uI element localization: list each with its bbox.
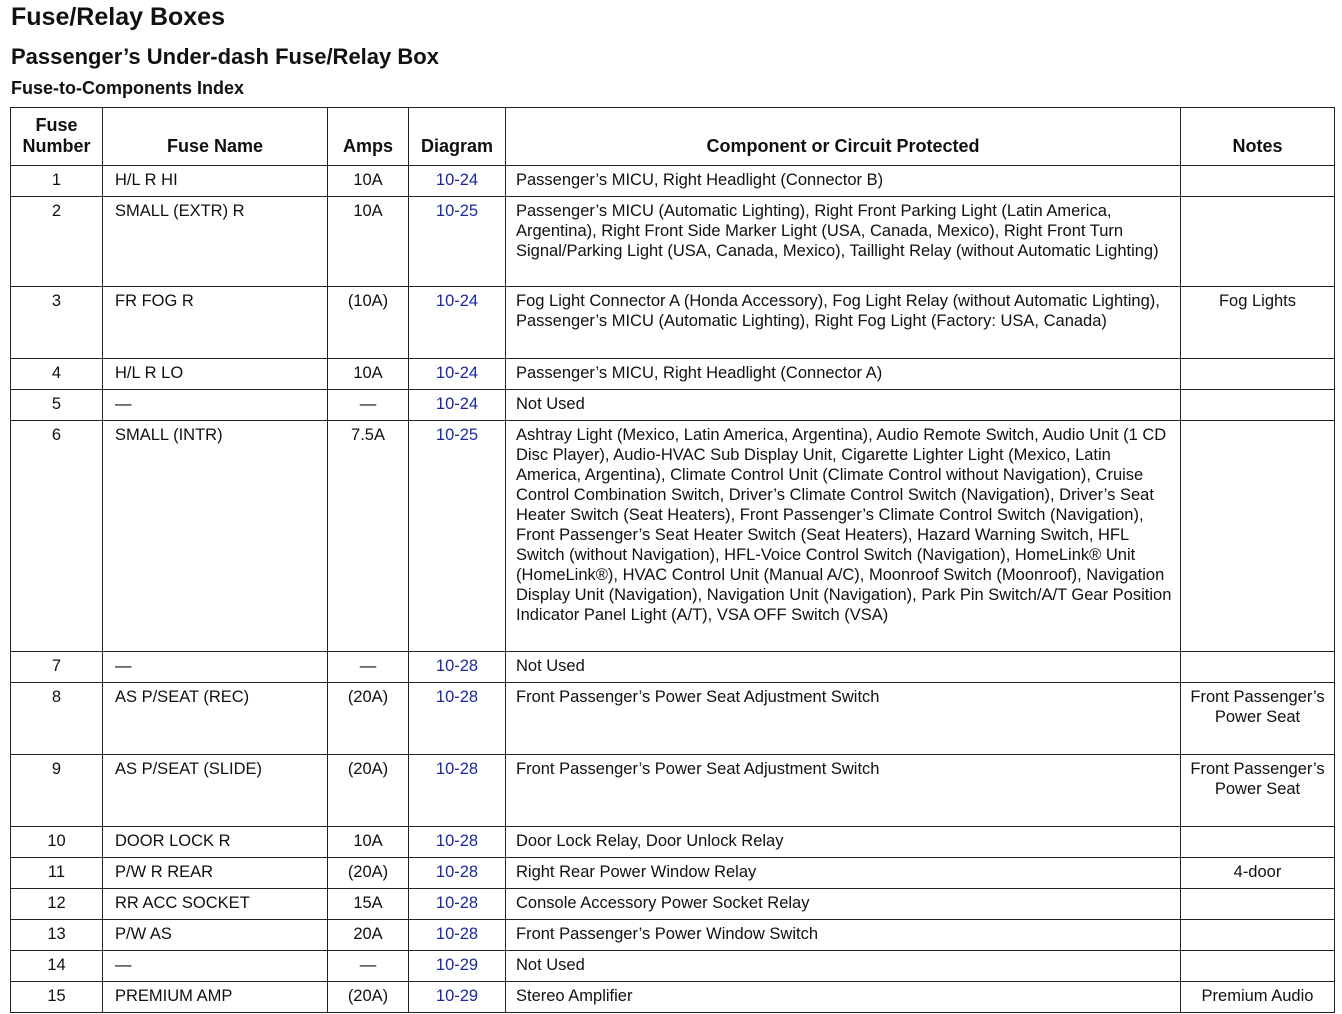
component-cell: Front Passenger’s Power Window Switch (506, 920, 1181, 951)
fuse-number-cell: 13 (11, 920, 103, 951)
fuse-name-cell: H/L R LO (103, 359, 328, 390)
fuse-name-cell: DOOR LOCK R (103, 827, 328, 858)
fuse-number-cell: 10 (11, 827, 103, 858)
component-cell: Passenger’s MICU, Right Headlight (Connector A) (506, 359, 1181, 390)
notes-cell: 4-door (1181, 858, 1335, 889)
table-row (11, 951, 1335, 982)
component-cell: Front Passenger’s Power Seat Adjustment Switch (506, 683, 1181, 755)
section-title: Fuse-to-Components Index (11, 78, 244, 98)
table-row (11, 390, 1335, 421)
header-component: Component or Circuit Protected (506, 108, 1181, 166)
notes-cell (1181, 951, 1335, 982)
fuse-name-cell: H/L R HI (103, 166, 328, 197)
diagram-link[interactable]: 10-25 (409, 197, 506, 287)
component-cell: Not Used (506, 390, 1181, 421)
component-cell: Not Used (506, 652, 1181, 683)
amps-cell: 10A (328, 166, 409, 197)
diagram-link[interactable]: 10-28 (409, 827, 506, 858)
fuse-name-cell: P/W R REAR (103, 858, 328, 889)
component-cell: Not Used (506, 951, 1181, 982)
table-row (11, 197, 1335, 287)
amps-cell: 20A (328, 920, 409, 951)
amps-cell: 15A (328, 889, 409, 920)
fuse-name-cell: AS P/SEAT (SLIDE) (103, 755, 328, 827)
fuse-name-cell: SMALL (INTR) (103, 421, 328, 652)
fuse-number-cell: 3 (11, 287, 103, 359)
table-row (11, 421, 1335, 652)
amps-cell: — (328, 390, 409, 421)
page-subtitle: Passenger’s Under-dash Fuse/Relay Box (11, 44, 439, 69)
fuse-number-cell: 2 (11, 197, 103, 287)
fuse-number-cell: 15 (11, 982, 103, 1013)
component-cell: Console Accessory Power Socket Relay (506, 889, 1181, 920)
fuse-number-cell: 14 (11, 951, 103, 982)
notes-cell: Fog Lights (1181, 287, 1335, 359)
diagram-link[interactable]: 10-28 (409, 683, 506, 755)
notes-cell (1181, 889, 1335, 920)
fuse-name-cell: AS P/SEAT (REC) (103, 683, 328, 755)
component-cell: Right Rear Power Window Relay (506, 858, 1181, 889)
table-header-row (11, 108, 1335, 166)
diagram-link[interactable]: 10-24 (409, 287, 506, 359)
component-cell: Fog Light Connector A (Honda Accessory), Fog Light Relay (without Automatic Lighting), Passenger’s MICU (Automatic Lighting), Right Fog Light (Factory: USA, Canada) (506, 287, 1181, 359)
notes-cell (1181, 390, 1335, 421)
fuse-number-cell: 9 (11, 755, 103, 827)
notes-cell (1181, 652, 1335, 683)
table-row (11, 683, 1335, 755)
fuse-number-cell: 8 (11, 683, 103, 755)
table-row (11, 858, 1335, 889)
notes-cell (1181, 166, 1335, 197)
notes-cell: Front Passenger’s Power Seat (1181, 755, 1335, 827)
amps-cell: 7.5A (328, 421, 409, 652)
diagram-link[interactable]: 10-29 (409, 982, 506, 1013)
amps-cell: (20A) (328, 755, 409, 827)
header-amps: Amps (328, 108, 409, 166)
table-row (11, 982, 1335, 1013)
table-row (11, 755, 1335, 827)
fuse-number-cell: 4 (11, 359, 103, 390)
header-fuse-number: Fuse Number (11, 108, 103, 166)
table-row (11, 889, 1335, 920)
diagram-link[interactable]: 10-25 (409, 421, 506, 652)
diagram-link[interactable]: 10-24 (409, 166, 506, 197)
header-notes: Notes (1181, 108, 1335, 166)
amps-cell: — (328, 652, 409, 683)
diagram-link[interactable]: 10-28 (409, 858, 506, 889)
notes-cell (1181, 920, 1335, 951)
fuse-name-cell: — (103, 951, 328, 982)
table-row (11, 287, 1335, 359)
fuse-name-cell: PREMIUM AMP (103, 982, 328, 1013)
diagram-link[interactable]: 10-24 (409, 359, 506, 390)
fuse-table (10, 107, 1335, 1013)
fuse-number-cell: 7 (11, 652, 103, 683)
diagram-link[interactable]: 10-24 (409, 390, 506, 421)
component-cell: Door Lock Relay, Door Unlock Relay (506, 827, 1181, 858)
notes-cell (1181, 421, 1335, 652)
diagram-link[interactable]: 10-28 (409, 889, 506, 920)
fuse-number-cell: 11 (11, 858, 103, 889)
component-cell: Passenger’s MICU, Right Headlight (Connector B) (506, 166, 1181, 197)
fuse-number-cell: 12 (11, 889, 103, 920)
component-cell: Stereo Amplifier (506, 982, 1181, 1013)
fuse-number-cell: 6 (11, 421, 103, 652)
table-row (11, 920, 1335, 951)
fuse-name-cell: — (103, 652, 328, 683)
amps-cell: (10A) (328, 287, 409, 359)
fuse-name-cell: RR ACC SOCKET (103, 889, 328, 920)
table-row (11, 359, 1335, 390)
component-cell: Front Passenger’s Power Seat Adjustment Switch (506, 755, 1181, 827)
header-fuse-name: Fuse Name (103, 108, 328, 166)
page-title: Fuse/Relay Boxes (11, 3, 225, 31)
table-row (11, 652, 1335, 683)
component-cell: Passenger’s MICU (Automatic Lighting), Right Front Parking Light (Latin America, Argentina), Right Front Side Marker Light (USA, Canada, Mexico), Right Front Turn Signal/Parking Light (USA, Canada, Mexico), Taillight Relay (without Automatic Lighting) (506, 197, 1181, 287)
fuse-number-cell: 1 (11, 166, 103, 197)
fuse-name-cell: SMALL (EXTR) R (103, 197, 328, 287)
component-cell: Ashtray Light (Mexico, Latin America, Argentina), Audio Remote Switch, Audio Unit (1 CD Disc Player), Audio-HVAC Sub Display Unit, Cigarette Lighter Light (Mexico, Latin America, Argentina), Climate Control Unit (Climate Control without Navigation), Cruise Control Combination Switch, Driver’s Climate Control Switch (Navigation), Driver’s Seat Heater Switch (Seat Heaters), Front Passenger’s Climate Control Switch (Navigation), Front Passenger’s Seat Heater Switch (Seat Heaters), Hazard Warning Switch, HFL Switch (without Navigation), HFL-Voice Control Switch (Navigation), HomeLink® Unit (HomeLink®), HVAC Control Unit (Manual A/C), Moonroof Switch (Moonroof), Navigation Display Unit (Navigation), Navigation Unit (Navigation), Park Pin Switch/A/T Gear Position Indicator Panel Light (A/T), VSA OFF Switch (VSA) (506, 421, 1181, 652)
amps-cell: 10A (328, 827, 409, 858)
amps-cell: — (328, 951, 409, 982)
fuse-number-cell: 5 (11, 390, 103, 421)
amps-cell: (20A) (328, 683, 409, 755)
amps-cell: 10A (328, 197, 409, 287)
diagram-link[interactable]: 10-28 (409, 755, 506, 827)
fuse-name-cell: — (103, 390, 328, 421)
notes-cell: Premium Audio (1181, 982, 1335, 1013)
table-row (11, 827, 1335, 858)
fuse-name-cell: FR FOG R (103, 287, 328, 359)
notes-cell (1181, 827, 1335, 858)
amps-cell: (20A) (328, 858, 409, 889)
diagram-link[interactable]: 10-29 (409, 951, 506, 982)
notes-cell: Front Passenger’s Power Seat (1181, 683, 1335, 755)
fuse-name-cell: P/W AS (103, 920, 328, 951)
amps-cell: (20A) (328, 982, 409, 1013)
diagram-link[interactable]: 10-28 (409, 652, 506, 683)
diagram-link[interactable]: 10-28 (409, 920, 506, 951)
notes-cell (1181, 197, 1335, 287)
notes-cell (1181, 359, 1335, 390)
amps-cell: 10A (328, 359, 409, 390)
table-row (11, 166, 1335, 197)
header-diagram: Diagram (409, 108, 506, 166)
